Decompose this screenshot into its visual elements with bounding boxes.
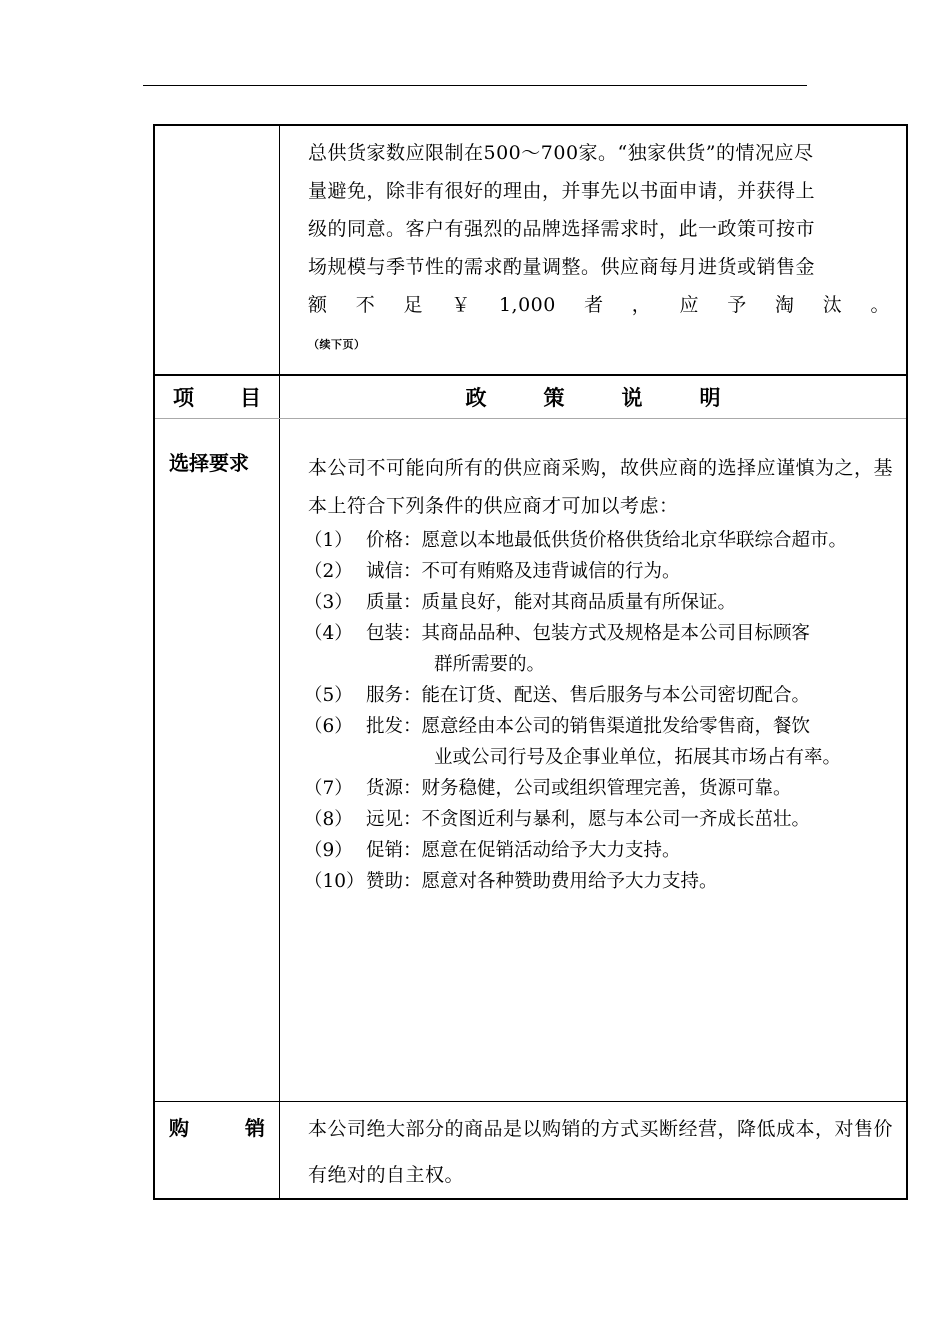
selection-item-text: 包装：其商品品种、包装方式及规格是本公司目标顾客	[366, 623, 811, 644]
selection-item-continuation: 群所需要的。	[434, 654, 546, 675]
selection-item-text: 诚信：不可有贿赂及违背诚信的行为。	[366, 561, 681, 582]
selection-item-number: （6）	[304, 716, 353, 737]
token: 。	[870, 294, 890, 316]
selection-item-continuation: 业或公司行号及企事业单位，拓展其市场占有率。	[434, 747, 842, 768]
selection-item-number: （5）	[304, 685, 353, 706]
selection-item	[280, 773, 896, 804]
header-policy-char-2: 策	[543, 386, 565, 410]
purchase-policy-cell	[280, 1102, 908, 1200]
header-item-cell	[154, 375, 280, 419]
selection-intro: 本公司不可能向所有的供应商采购，故供应商的选择应谨慎为之，基本上符合下列条件的供应商才可加以考虑：	[308, 457, 894, 517]
header-policy-char-3: 说	[621, 386, 643, 410]
selection-item-number: （4）	[304, 623, 353, 644]
token: ，	[631, 294, 652, 316]
selection-item-number: （2）	[304, 561, 353, 582]
continue-note: （续下页）	[308, 338, 366, 351]
selection-item-text: 质量：质量良好，能对其商品质量有所保证。	[366, 592, 737, 613]
selection-label: 选择要求	[169, 451, 249, 475]
token: ￥	[451, 294, 471, 316]
selection-item-number: （9）	[304, 840, 353, 861]
selection-item-number: （10）	[304, 871, 365, 892]
header-row	[154, 375, 907, 419]
token: 额	[308, 294, 328, 316]
selection-item-text: 货源：财务稳健，公司或组织管理完善，货源可靠。	[366, 778, 792, 799]
selection-row	[154, 419, 907, 1102]
selection-item	[280, 525, 896, 556]
selection-policy-cell	[280, 419, 908, 1102]
selection-item	[280, 618, 896, 649]
continued-line-2: 量避免，除非有很好的理由，并事先以书面申请，并获得上	[308, 180, 816, 202]
selection-item-text: 价格：愿意以本地最低供货价格供货给北京华联综合超市。	[366, 530, 848, 551]
selection-item-number: （7）	[304, 778, 353, 799]
selection-item-number: （8）	[304, 809, 353, 830]
token: 不	[355, 294, 376, 316]
header-item-char-2: 目	[240, 386, 261, 410]
selection-item	[280, 835, 896, 866]
continued-line-1: 总供货家数应限制在500～700家。“独家供货”的情况应尽	[308, 142, 814, 164]
header-policy-char-4: 明	[699, 386, 721, 410]
token: 足	[403, 294, 423, 316]
selection-item-number: （3）	[304, 592, 353, 613]
selection-item	[280, 587, 896, 618]
token: 应	[679, 294, 700, 316]
selection-item	[280, 556, 896, 587]
purchase-label-char-1: 购	[169, 1116, 189, 1140]
header-policy-char-1: 政	[465, 386, 487, 410]
empty-item-cell	[154, 125, 280, 375]
token: 淘	[775, 294, 795, 316]
selection-item	[280, 866, 896, 897]
token: 1,000	[498, 294, 556, 316]
purchase-row	[154, 1102, 907, 1200]
purchase-text: 本公司绝大部分的商品是以购销的方式买断经营，降低成本，对售价有绝对的自主权。	[308, 1118, 894, 1186]
selection-item	[280, 680, 896, 711]
policy-table	[153, 124, 908, 1200]
continued-line-3: 级的同意。客户有强烈的品牌选择需求时，此一政策可按市	[308, 218, 816, 240]
header-item-char-1: 项	[173, 386, 194, 410]
selection-item	[280, 804, 896, 835]
purchase-label-char-2: 销	[245, 1116, 265, 1140]
selection-item-text: 赞助：愿意对各种赞助费用给予大力支持。	[366, 871, 718, 892]
purchase-label-cell	[154, 1102, 280, 1200]
continued-policy-cell	[280, 125, 908, 375]
selection-item-text: 服务：能在订货、配送、售后服务与本公司密切配合。	[366, 685, 811, 706]
token: 予	[727, 294, 747, 316]
token: 汰	[822, 294, 843, 316]
selection-item-number: （1）	[304, 530, 353, 551]
continued-line-4: 场规模与季节性的需求酌量调整。供应商每月进货或销售金	[308, 256, 816, 278]
continued-line-5	[308, 286, 896, 324]
selection-items	[280, 525, 906, 897]
selection-item-text: 批发：愿意经由本公司的销售渠道批发给零售商，餐饮	[366, 716, 811, 737]
header-policy-cell	[280, 375, 908, 419]
selection-item-text: 远见：不贪图近利与暴利，愿与本公司一齐成长茁壮。	[366, 809, 811, 830]
header-rule	[143, 85, 807, 86]
selection-label-cell	[154, 419, 280, 1102]
token: 者	[584, 294, 604, 316]
selection-item	[280, 711, 896, 742]
continued-row	[154, 125, 907, 375]
selection-item-text: 促销：愿意在促销活动给予大力支持。	[366, 840, 681, 861]
